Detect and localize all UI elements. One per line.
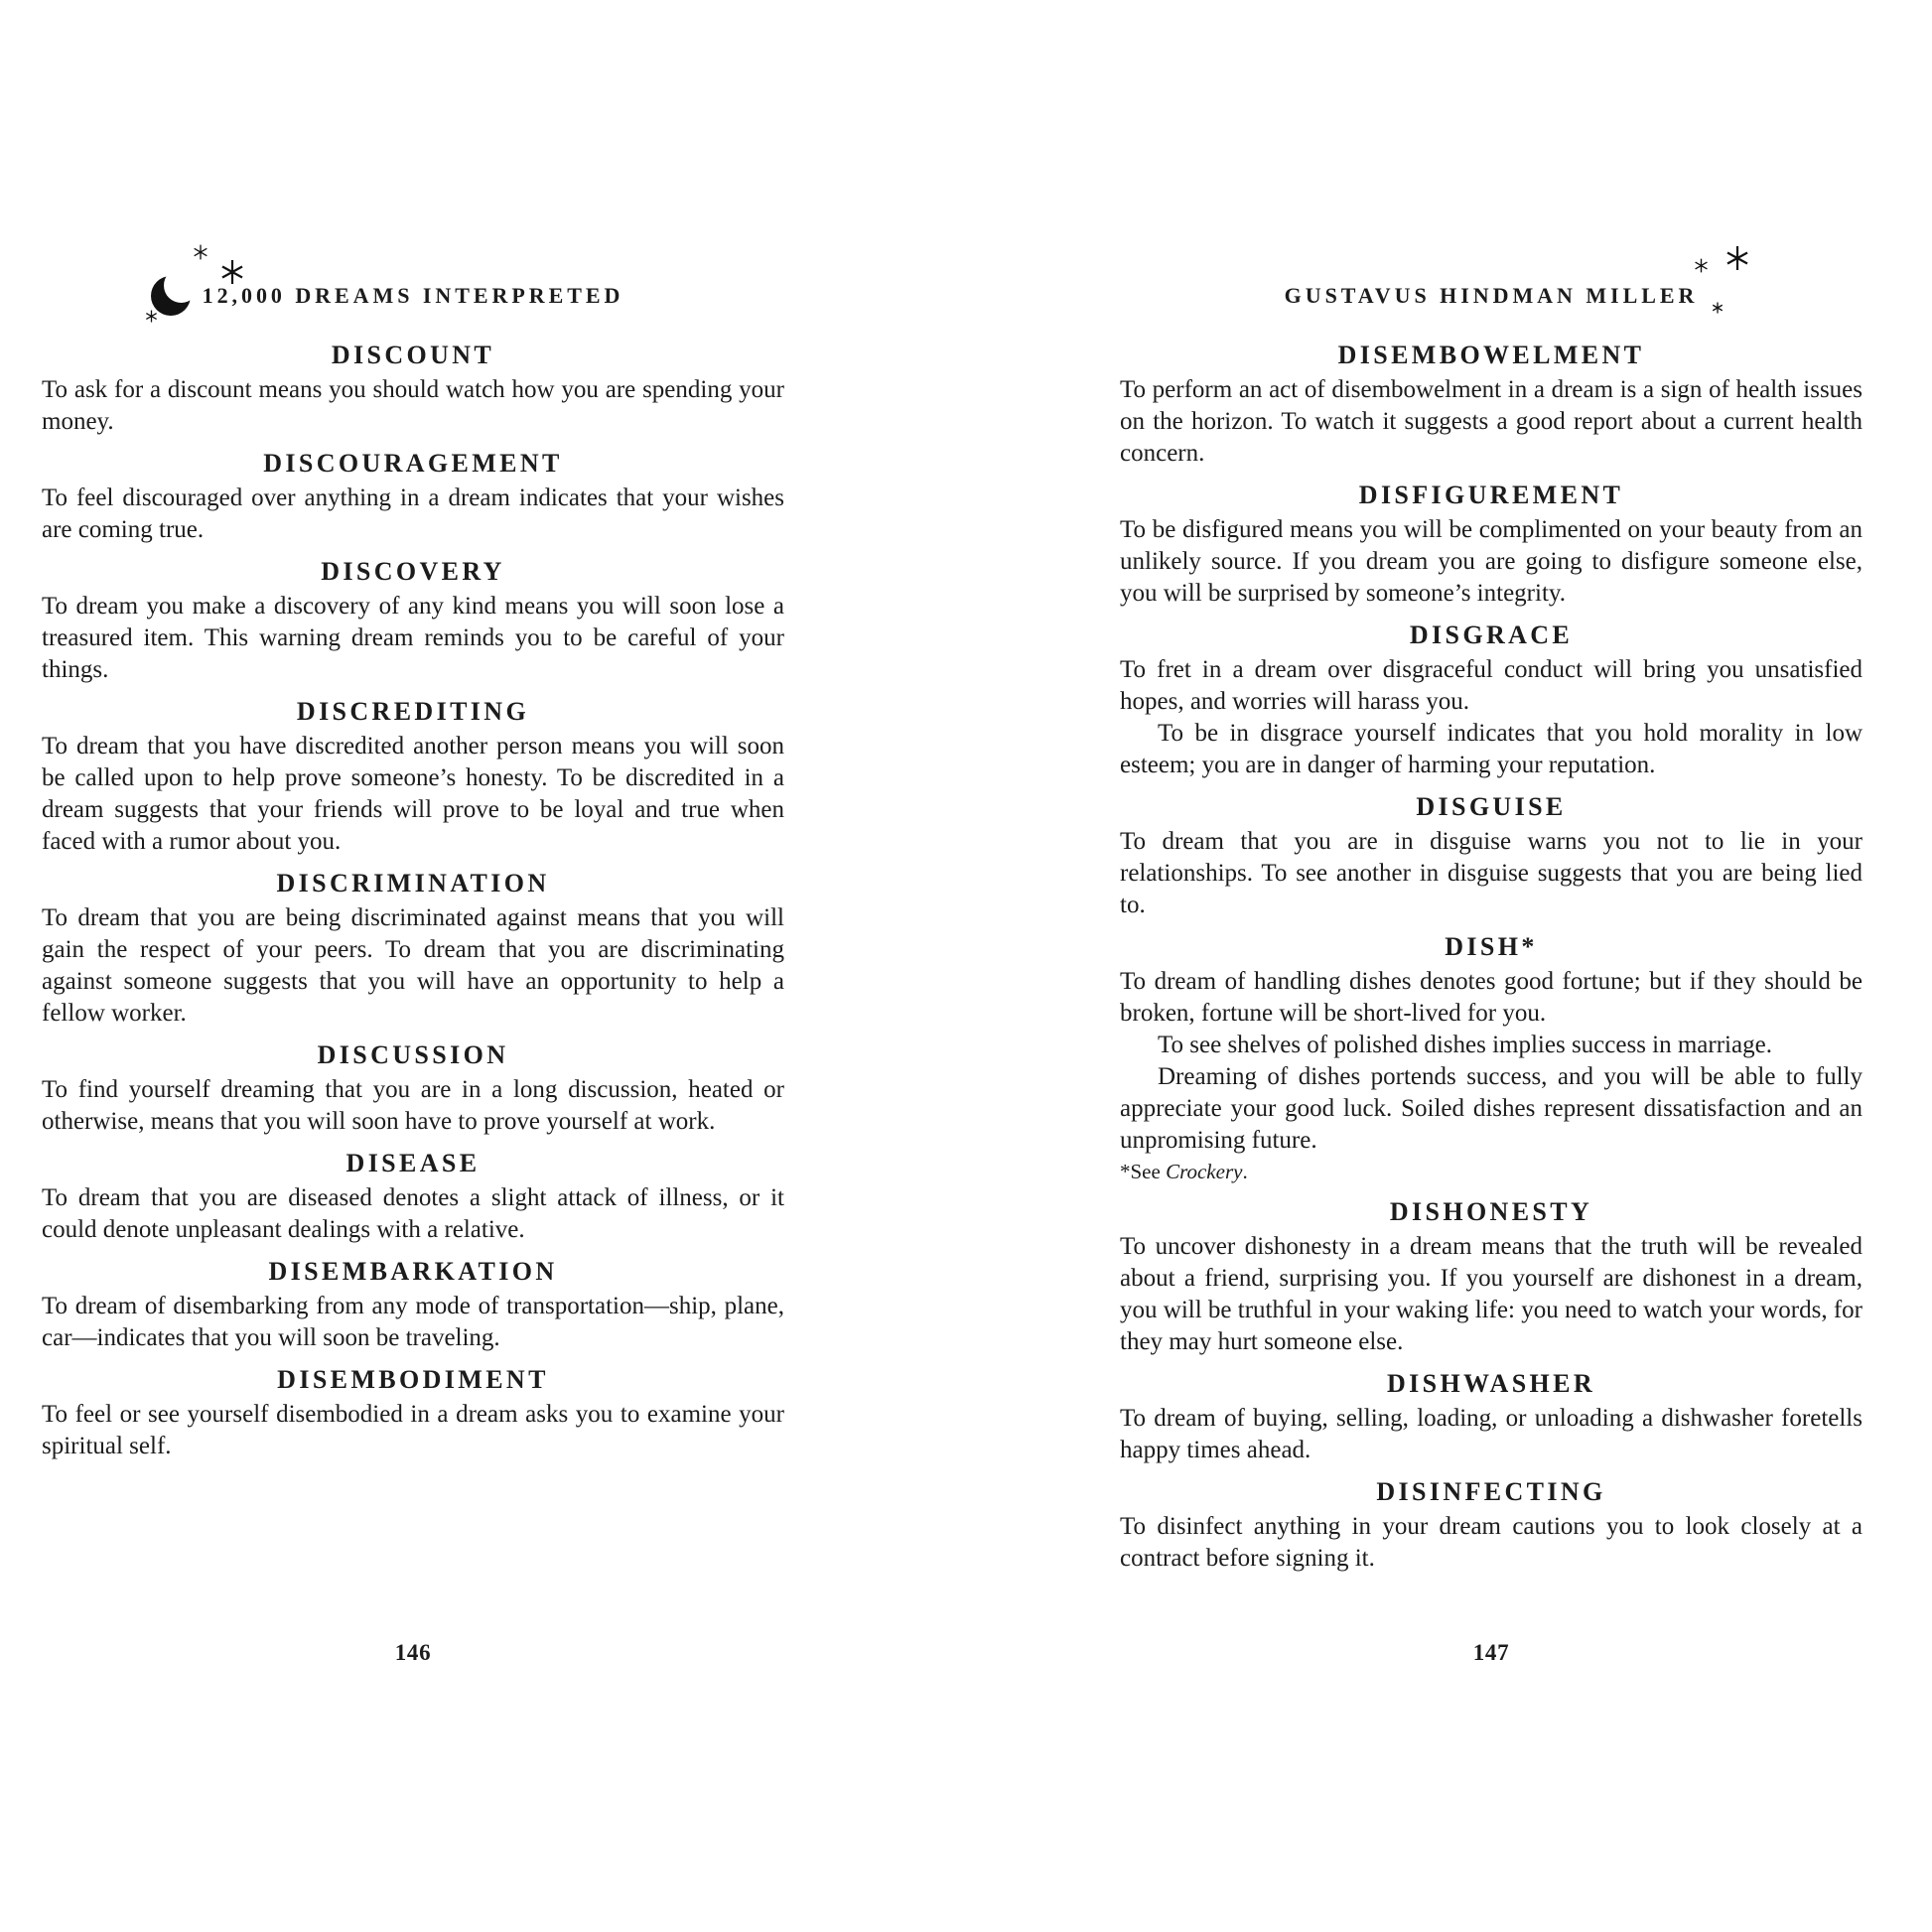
entry-term: DISEASE <box>345 1149 481 1177</box>
entry-paragraph: To dream of handling dishes denotes good fortune; but if they should be broken, fortune will be short-lived for you. <box>1120 968 1863 1027</box>
entry-paragraph: To feel or see yourself disembodied in a dream asks you to examine your spiritual self. <box>42 1401 784 1459</box>
entry-term: DISCOVERY <box>321 557 505 586</box>
entry-term: DISCOURAGEMENT <box>263 449 563 478</box>
page-number-left: 146 <box>394 1640 432 1665</box>
entry-paragraph: To dream you make a discovery of any kind means you will soon lose a treasured item. This warning dream reminds you to be careful of your things. <box>42 593 784 683</box>
entry-paragraph: To dream of disembarking from any mode of transportation—ship, plane, car—indicates that you will soon be traveling. <box>42 1293 784 1351</box>
dictionary-entry <box>42 450 784 546</box>
entry-paragraph: To dream that you are being discriminated against means that you will gain the respect of your peers. To dream that you are discriminating against someone suggests that you will have an opportunity to help a fellow worker. <box>42 904 784 1027</box>
dictionary-entry <box>1120 342 1863 470</box>
dictionary-entry <box>1120 1198 1863 1358</box>
footnote-prefix: *See <box>1120 1160 1167 1183</box>
entry-paragraph: To fret in a dream over disgraceful conduct will bring you unsatisfied hopes, and worries will harass you. <box>1120 656 1863 715</box>
entry-paragraph: To dream that you are diseased denotes a slight attack of illness, or it could denote unpleasant dealings with a relative. <box>42 1184 784 1243</box>
page-number-right: 147 <box>1472 1640 1510 1665</box>
dictionary-entry <box>42 698 784 858</box>
footnote-reference: Crockery <box>1166 1160 1243 1183</box>
entry-paragraph: To be in disgrace yourself indicates that you hold morality in low esteem; you are in danger of harming your reputation. <box>1120 720 1863 778</box>
page-header-left <box>42 282 784 316</box>
entry-term: DISGRACE <box>1409 621 1574 649</box>
entry-paragraph: To uncover dishonesty in a dream means that the truth will be revealed about a friend, surprising you. If you yourself are dishonest in a dream, you will be truthful in your waking life: you need to watch your words, for they may hurt someone else. <box>1120 1233 1863 1355</box>
moon-stars-ornament <box>145 236 254 336</box>
footnote-suffix: . <box>1242 1160 1248 1183</box>
entry-term: DISGUISE <box>1416 792 1567 821</box>
page-right <box>1120 0 1863 1665</box>
dictionary-entry <box>42 1041 784 1138</box>
page-header-right <box>1120 282 1863 316</box>
dictionary-entry <box>42 1150 784 1246</box>
dictionary-entry <box>1120 793 1863 921</box>
star-icon <box>1712 302 1724 314</box>
entry-paragraph: To dream of buying, selling, loading, or unloading a dishwasher foretells happy times ahead. <box>1120 1405 1863 1463</box>
dictionary-entry <box>1120 482 1863 610</box>
stars-ornament <box>1688 242 1771 326</box>
star-icon <box>1694 258 1709 273</box>
entry-term: DISEMBODIMENT <box>277 1365 549 1394</box>
dictionary-entry <box>1120 1370 1863 1466</box>
dictionary-entry <box>42 1258 784 1354</box>
entry-paragraph: To ask for a discount means you should watch how you are spending your money. <box>42 376 784 435</box>
dictionary-entry <box>42 1366 784 1462</box>
page-left <box>42 0 784 1665</box>
running-head-author: GUSTAVUS HINDMAN MILLER <box>1284 283 1699 308</box>
entries-left <box>42 342 784 1462</box>
crescent-moon-icon <box>151 276 191 316</box>
entry-term: DISCREDITING <box>296 697 530 726</box>
dictionary-entry <box>42 558 784 686</box>
entry-paragraph: Dreaming of dishes portends success, and you will be able to fully appreciate your good luck. Soiled dishes represent dissatisfaction and an unpromising future. <box>1120 1063 1863 1154</box>
entry-term: DISINFECTING <box>1376 1477 1606 1506</box>
entry-paragraph: To disinfect anything in your dream cautions you to look closely at a contract before signing it. <box>1120 1513 1863 1572</box>
star-icon <box>193 244 208 260</box>
entry-paragraph: To see shelves of polished dishes implies success in marriage. <box>1158 1032 1772 1058</box>
dictionary-entry <box>42 342 784 438</box>
entry-term: DISHWASHER <box>1386 1369 1596 1398</box>
dictionary-entry <box>1120 1478 1863 1575</box>
entry-term: DISEMBARKATION <box>268 1257 558 1286</box>
entry-term: DISCRIMINATION <box>276 869 550 897</box>
dictionary-entry <box>42 870 784 1030</box>
entry-paragraph: To be disfigured means you will be complimented on your beauty from an unlikely source. If you dream you are going to disfigure someone else, you will be surprised by someone’s integrity. <box>1120 516 1863 607</box>
entry-paragraph: To find yourself dreaming that you are in a long discussion, heated or otherwise, means that you will soon have to prove yourself at work. <box>42 1076 784 1135</box>
entry-footnote <box>1120 1157 1863 1186</box>
star-icon <box>1725 246 1749 270</box>
entry-paragraph: To perform an act of disembowelment in a dream is a sign of health issues on the horizon. To watch it suggests a good report about a current health concern. <box>1120 376 1863 467</box>
dictionary-entry <box>1120 621 1863 781</box>
entry-term: DISH* <box>1445 932 1538 961</box>
star-icon <box>145 310 158 323</box>
entry-term: DISCOUNT <box>331 341 495 369</box>
running-head-title: 12,000 DREAMS INTERPRETED <box>202 283 624 308</box>
dictionary-entry <box>1120 933 1863 1186</box>
entry-term: DISEMBOWELMENT <box>1337 341 1645 369</box>
entry-term: DISCUSSION <box>317 1040 509 1069</box>
entry-term: DISFIGUREMENT <box>1358 481 1624 509</box>
entry-paragraph: To dream that you are in disguise warns you not to lie in your relationships. To see another in disguise suggests that you are being lied to. <box>1120 828 1863 918</box>
entries-right <box>1120 342 1863 1575</box>
entry-term: DISHONESTY <box>1389 1197 1593 1226</box>
star-icon <box>220 260 244 284</box>
entry-paragraph: To dream that you have discredited another person means you will soon be called upon to help prove someone’s honesty. To be discredited in a dream suggests that your friends will prove to be loyal and true when faced with a rumor about you. <box>42 733 784 855</box>
entry-paragraph: To feel discouraged over anything in a dream indicates that your wishes are coming true. <box>42 484 784 543</box>
